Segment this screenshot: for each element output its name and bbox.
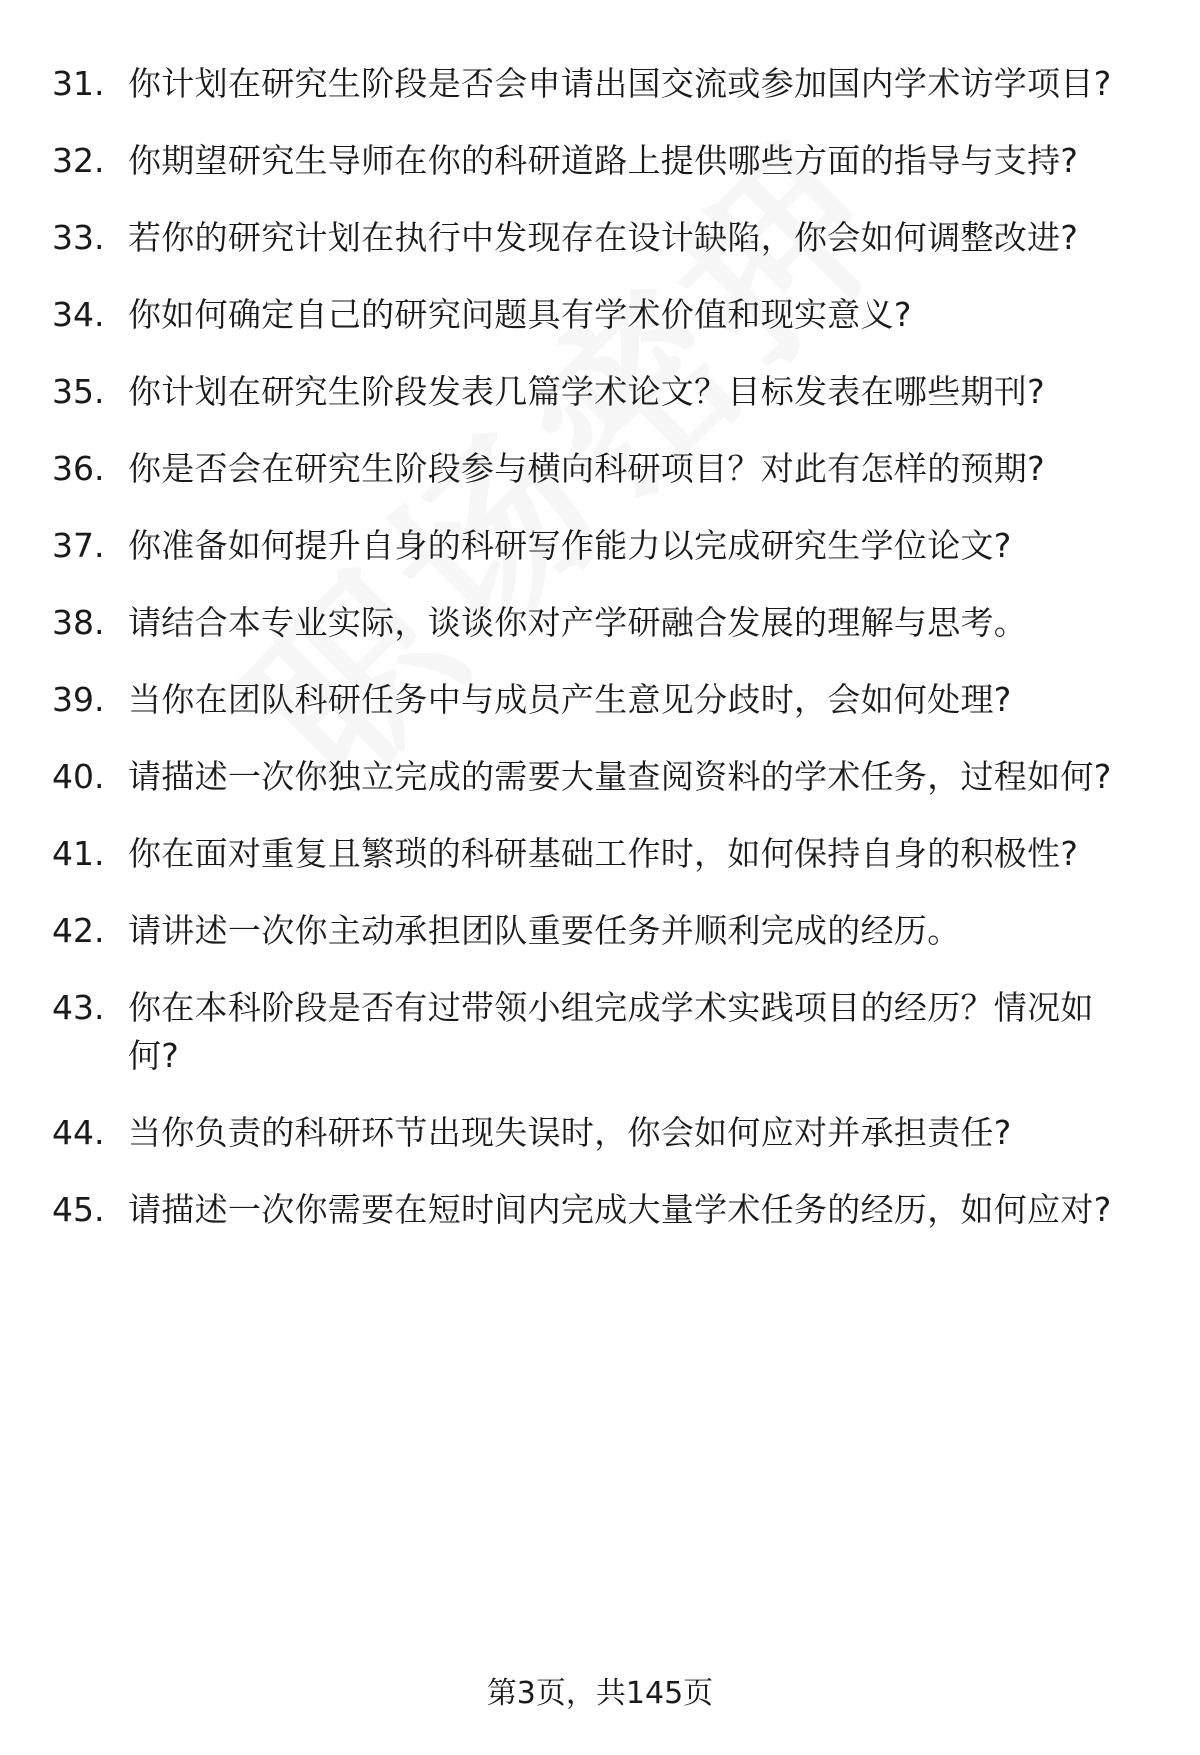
page-footer: 第3页，共145页 xyxy=(486,1676,714,1711)
question-number: 38. xyxy=(52,603,105,642)
question-item-34 xyxy=(0,291,1200,339)
question-number: 43. xyxy=(52,988,105,1027)
question-item-35 xyxy=(0,368,1200,416)
question-text: 你期望研究生导师在你的科研道路上提供哪些方面的指导与支持? xyxy=(128,141,1079,180)
question-item-45 xyxy=(0,1186,1200,1234)
question-item-42 xyxy=(0,907,1200,955)
question-item-31 xyxy=(0,60,1200,108)
question-text: 请结合本专业实际，谈谈你对产学研融合发展的理解与思考。 xyxy=(128,603,1028,642)
question-item-41 xyxy=(0,830,1200,878)
question-number: 39. xyxy=(52,680,105,719)
question-number: 42. xyxy=(52,911,105,950)
question-number: 34. xyxy=(52,295,105,334)
question-item-40 xyxy=(0,753,1200,801)
question-item-38 xyxy=(0,599,1200,647)
question-number: 32. xyxy=(52,141,105,180)
question-number: 35. xyxy=(52,372,105,411)
question-number: 37. xyxy=(52,526,105,565)
question-text: 请讲述一次你主动承担团队重要任务并顺利完成的经历。 xyxy=(128,911,961,950)
question-number: 41. xyxy=(52,834,105,873)
question-text: 你在本科阶段是否有过带领小组完成学术实践项目的经历？情况如何? xyxy=(128,988,1094,1075)
question-number: 31. xyxy=(52,64,105,103)
question-text: 你如何确定自己的研究问题具有学术价值和现实意义? xyxy=(128,295,912,334)
question-text: 你计划在研究生阶段是否会申请出国交流或参加国内学术访学项目? xyxy=(128,64,1112,103)
question-text: 请描述一次你需要在短时间内完成大量学术任务的经历，如何应对? xyxy=(128,1190,1112,1229)
question-text: 你计划在研究生阶段发表几篇学术论文？目标发表在哪些期刊? xyxy=(128,372,1045,411)
question-text: 请描述一次你独立完成的需要大量查阅资料的学术任务，过程如何? xyxy=(128,757,1112,796)
question-text: 你是否会在研究生阶段参与横向科研项目？对此有怎样的预期? xyxy=(128,449,1045,488)
question-number: 45. xyxy=(52,1190,105,1229)
question-item-32 xyxy=(0,137,1200,185)
question-item-39 xyxy=(0,676,1200,724)
question-item-43 xyxy=(0,984,1200,1080)
question-item-37 xyxy=(0,522,1200,570)
question-item-33 xyxy=(0,214,1200,262)
question-text: 当你在团队科研任务中与成员产生意见分歧时，会如何处理? xyxy=(128,680,1012,719)
question-item-36 xyxy=(0,445,1200,493)
question-number: 33. xyxy=(52,218,105,257)
question-text: 你准备如何提升自身的科研写作能力以完成研究生学位论文? xyxy=(128,526,1012,565)
question-text: 若你的研究计划在执行中发现存在设计缺陷，你会如何调整改进? xyxy=(128,218,1079,257)
question-text: 当你负责的科研环节出现失误时，你会如何应对并承担责任? xyxy=(128,1113,1012,1152)
question-list xyxy=(0,60,1200,1263)
question-number: 40. xyxy=(52,757,105,796)
question-number: 44. xyxy=(52,1113,105,1152)
question-text: 你在面对重复且繁琐的科研基础工作时，如何保持自身的积极性? xyxy=(128,834,1079,873)
question-item-44 xyxy=(0,1109,1200,1157)
question-number: 36. xyxy=(52,449,105,488)
